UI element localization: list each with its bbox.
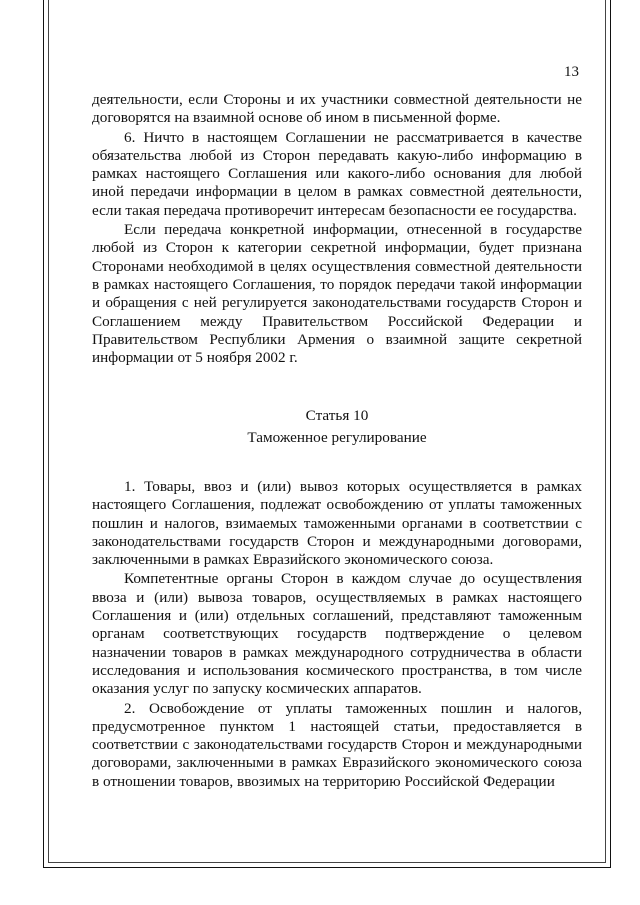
article-title: Таможенное регулирование (247, 429, 427, 446)
article-number: Статья 10 (305, 407, 369, 424)
document-body-bottom (92, 478, 582, 791)
paragraph-secret-info: Если передача конкретной информации, отнесенной в государстве любой из Сторон к категории секретной информации, будет признана Сторонами необходимой в целях осуществления совместной деятельности в рамках настоящего Соглашения, то порядок передачи такой информации и обращения с ней регулируется законодательствами государств Сторон и Соглашением между Правительством Российской Федерации и Правительством Республики Армения о взаимной защите секретной информации от 5 ноября 2002 г. (92, 221, 582, 367)
paragraph-continuation: деятельности, если Стороны и их участники совместной деятельности не договорятся на взаимной основе об ином в письменной форме. (92, 91, 582, 127)
paragraph-item-1: 1. Товары, ввоз и (или) вывоз которых осуществляется в рамках настоящего Соглашения, подлежат освобождению от уплаты таможенных пошлин и налогов, взимаемых таможенными органами в соответствии с законодательствами государств Сторон и международными договорами, заключенными в рамках Евразийского экономического союза. (92, 478, 582, 569)
paragraph-item-6: 6. Ничто в настоящем Соглашении не рассматривается в качестве обязательства любой из Сторон передавать какую-либо информацию в рамках настоящего Соглашения или какого-либо основания для любой иной передачи информации в целом в рамках совместной деятельности, если такая передача противоречит интересам безопасности ее государства. (92, 128, 582, 219)
page-number: 13 (564, 64, 579, 80)
paragraph-item-2: 2. Освобождение от уплаты таможенных пошлин и налогов, предусмотренное пунктом 1 настоящей статьи, предоставляется в соответствии с законодательствами государств Сторон и международными договорами, заключенными в рамках Евразийского экономического союза в отношении товаров, ввозимых на территорию Российской Федерации (92, 699, 582, 790)
document-body-top (92, 91, 582, 367)
paragraph-competent-bodies: Компетентные органы Сторон в каждом случае до осуществления ввоза и (или) вывоза товаров, осуществляемых в рамках настоящего Соглашения и (или) отдельных соглашений, представляют таможенным органам соответствующих государств подтверждение о целевом назначении товаров в рамках международного сотрудничества в области исследования и использования космического пространства, в том числе оказания услуг по запуску космических аппаратов. (92, 570, 582, 698)
